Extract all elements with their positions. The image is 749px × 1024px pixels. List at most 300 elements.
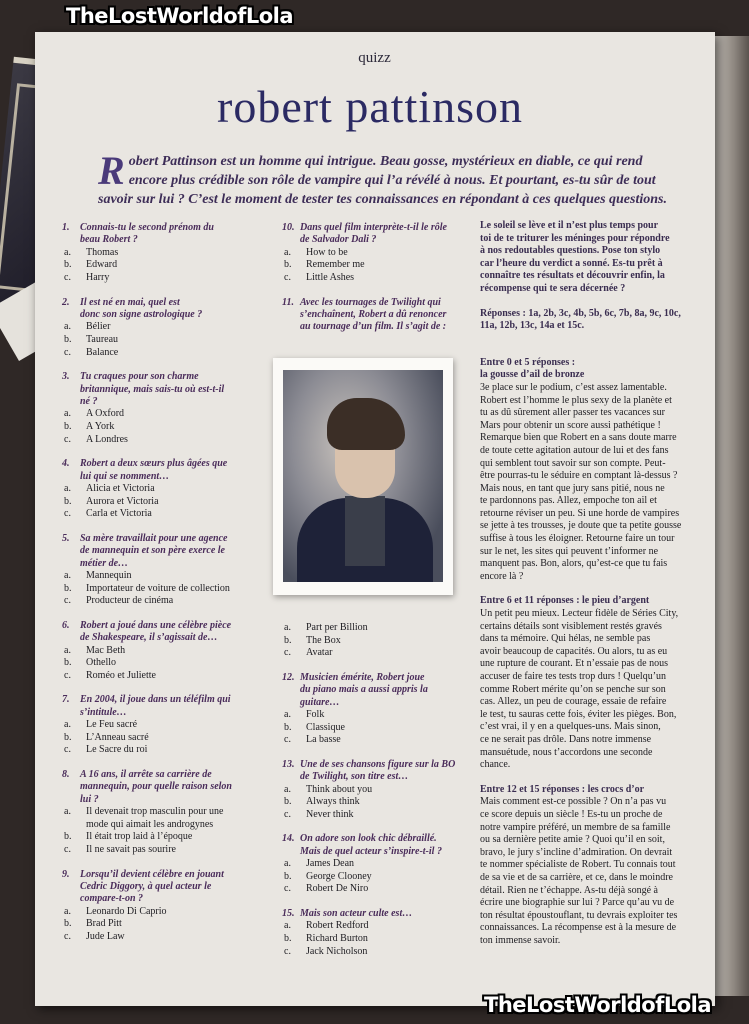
- option-letter: a.: [284, 858, 291, 870]
- question-line: s’enchaînent, Robert a dû renoncer: [300, 309, 447, 320]
- results-line: ton résultat époustouflant, tu devrais exploiter tes: [480, 909, 678, 921]
- question-text: [62, 458, 262, 470]
- option-letter: c.: [64, 843, 71, 855]
- option-text: La basse: [306, 734, 341, 746]
- results-line: une rupture de courant. Et n’essaie pas de nous: [480, 658, 668, 670]
- answer-option: [62, 347, 262, 360]
- question-number: 11.: [282, 296, 294, 308]
- answer-option: [62, 321, 262, 334]
- option-letter: b.: [284, 634, 292, 646]
- question-block: [282, 759, 482, 822]
- section-label: quizz: [358, 50, 391, 66]
- question-number: 9.: [62, 868, 70, 880]
- answer-option: [62, 831, 262, 844]
- option-letter: c.: [64, 346, 71, 358]
- question-text: [282, 833, 482, 845]
- question-line: Mais de quel acteur s’inspire-t-il ?: [300, 845, 442, 857]
- drop-cap: R: [98, 148, 125, 193]
- question-block: [62, 222, 262, 285]
- question-text: [282, 672, 482, 684]
- results-line: Le soleil se lève et il n’est plus temps pour: [480, 220, 659, 231]
- answer-option: [62, 272, 262, 285]
- question-line: Musicien émérite, Robert joue: [300, 671, 425, 683]
- option-letter: a.: [64, 321, 71, 333]
- intro-text: obert Pattinson est un homme qui intrigue. Beau gosse, mystérieux en diable, ce qui rend encore plus crédible son rôle de vampire qui l’a révélé à nous. Et pourtant, es-tu sûr de tout savoir sur lui ? C’est le moment de tester tes connaissances en répondant à ces quelques questions.: [98, 154, 667, 207]
- question-block: [62, 533, 262, 608]
- option-text: Carla et Victoria: [86, 508, 152, 520]
- question-text: [62, 694, 262, 706]
- option-letter: a.: [284, 622, 291, 633]
- watermark-top: TheLostWorldofLola: [66, 4, 294, 28]
- option-letter: b.: [284, 870, 292, 882]
- robert-pattinson-photo: [283, 370, 443, 582]
- question-text: [62, 297, 262, 309]
- question-line: s’intitule…: [80, 706, 127, 718]
- option-text: A Londres: [86, 433, 128, 445]
- question-number: 10.: [282, 222, 295, 233]
- results-line: accuser de faire tes tests trop durs ! Quelqu’un: [480, 671, 667, 682]
- answer-option: [62, 906, 262, 919]
- results-line: sur le net, les sites qui peuvent t’informer ne: [480, 545, 659, 557]
- answer-option: [62, 483, 262, 496]
- results-column: [480, 220, 690, 947]
- option-text: Alicia et Victoria: [86, 483, 155, 494]
- question-line: En 2004, il joue dans un téléfilm qui: [80, 694, 231, 706]
- answer-option: [62, 496, 262, 509]
- watermark-bottom: TheLostWorldofLola: [484, 993, 712, 1017]
- question-line: Tu craques pour son charme: [80, 371, 199, 383]
- answer-option: [62, 259, 262, 272]
- question-text: [282, 846, 482, 858]
- results-line: Entre 12 et 15 réponses : les crocs d’or: [480, 783, 645, 795]
- answer-option: [282, 247, 482, 260]
- answer-option: [282, 871, 482, 884]
- question-text: [62, 769, 262, 781]
- question-text: [62, 309, 262, 321]
- answer-option: [282, 272, 482, 285]
- results-line: connaissances. La récompense est à la mesure de: [480, 922, 677, 934]
- question-text: [62, 384, 262, 396]
- option-letter: c.: [284, 945, 291, 957]
- answer-option: [282, 622, 482, 635]
- question-line: né ?: [80, 396, 98, 407]
- option-letter: b.: [64, 582, 72, 594]
- answer-option: [282, 647, 482, 660]
- question-number: 5.: [62, 532, 70, 544]
- question-line: Robert a joué dans une célèbre pièce: [80, 619, 232, 631]
- option-text: Robert Redford: [306, 920, 369, 932]
- option-text: Edward: [86, 259, 118, 271]
- question-text: [282, 771, 482, 783]
- option-text: Always think: [306, 796, 360, 808]
- question-text: [62, 707, 262, 719]
- results-line: 11a, 12b, 13c, 14a et 15c.: [480, 320, 585, 332]
- option-letter: b.: [64, 731, 72, 743]
- question-text: [62, 396, 262, 408]
- option-letter: a.: [64, 246, 71, 258]
- option-text: Classique: [306, 721, 345, 733]
- results-line: Robert est l’homme le plus sexy de la planète et: [480, 394, 672, 406]
- option-letter: a.: [64, 408, 71, 420]
- option-text: L’Anneau sacré: [86, 731, 149, 743]
- question-number: 4.: [62, 458, 70, 470]
- answer-option: [282, 883, 482, 896]
- results-line: à nos redoutables questions. Pose ton stylo: [480, 245, 661, 257]
- question-line: de mannequin et son père exerce le: [80, 545, 225, 557]
- results-line: le test, tu sauras cette fois, éviter les pièges. Bon,: [480, 708, 677, 720]
- option-letter: a.: [64, 644, 71, 656]
- option-letter: b.: [284, 932, 292, 944]
- question-text: [282, 684, 482, 696]
- answer-option: [62, 583, 262, 596]
- option-letter: b.: [64, 259, 72, 271]
- option-text: Il était trop laid à l’époque: [86, 831, 193, 843]
- question-text: [282, 234, 482, 246]
- option-text: Jack Nicholson: [306, 945, 368, 957]
- question-line: compare-t-on ?: [80, 893, 144, 905]
- results-line: détail. Rien ne t’échappe. As-tu déjà songé à: [480, 884, 658, 896]
- answer-option: [282, 635, 482, 648]
- question-text: [62, 620, 262, 632]
- results-line: Réponses : 1a, 2b, 3c, 4b, 5b, 6c, 7b, 8a, 9c, 10c,: [480, 307, 681, 319]
- results-line: 3e place sur le podium, c’est assez lamentable.: [480, 381, 667, 393]
- question-block: [282, 297, 482, 334]
- results-line: notre vampire préféré, un membre de sa famille: [480, 821, 671, 833]
- option-letter: a.: [64, 719, 71, 731]
- page-title: robert pattinson: [217, 81, 523, 132]
- results-line: car l’heure du verdict a sonné. Es-tu prêt à: [480, 257, 663, 269]
- option-letter: b.: [284, 796, 292, 808]
- answer-option: [282, 259, 482, 272]
- question-text: [62, 781, 262, 793]
- results-line: dans ta mémoire. Qui hélas, ne semble pas: [480, 633, 651, 645]
- option-letter: c.: [64, 669, 71, 681]
- answer-option: [62, 657, 262, 670]
- results-line: manquent pas. Bon, alors, qu’est-ce que tu fais: [480, 558, 668, 570]
- option-text: Le Sacre du roi: [86, 744, 148, 756]
- question-line: On adore son look chic débraillé.: [300, 833, 437, 845]
- answer-option: [62, 806, 262, 819]
- results-line: qui semblent tout savoir sur son compte. Peut-: [480, 457, 666, 469]
- results-line: la gousse d’ail de bronze: [480, 369, 585, 381]
- question-block: [62, 769, 262, 857]
- question-line: Mais son acteur culte est…: [300, 907, 413, 919]
- answer-option: [62, 595, 262, 608]
- results-line: Entre 0 et 5 réponses :: [480, 356, 576, 368]
- option-letter: a.: [64, 483, 71, 494]
- question-line: au tournage d’un film. Il s’agit de :: [300, 321, 447, 333]
- results-line: ou sa dernière petite amie ? Quoi qu’il en soit,: [480, 834, 665, 846]
- results-line: Un petit peu mieux. Lecteur fidèle de Séries City,: [480, 608, 679, 620]
- option-text: Il ne savait pas sourire: [86, 843, 176, 855]
- question-text: [62, 794, 262, 806]
- answer-option: [62, 844, 262, 857]
- answer-option: [62, 408, 262, 421]
- option-text: A Oxford: [86, 408, 125, 420]
- question-text: [62, 471, 262, 483]
- answer-option: [282, 784, 482, 797]
- question-text: [282, 309, 482, 321]
- option-text: Brad Pitt: [86, 918, 122, 930]
- answer-option: [282, 722, 482, 735]
- option-text: Importateur de voiture de collection: [86, 582, 230, 594]
- results-line: avoir beaucoup de capacités. Ou alors, tu as eu: [480, 645, 668, 657]
- results-line: Remarque bien que Robert en a sans doute marre: [480, 432, 677, 444]
- option-text: James Dean: [306, 858, 355, 870]
- results-line: écrire une biographie sur lui ? Parce qu’au vu de: [480, 897, 675, 909]
- option-letter: a.: [284, 709, 291, 720]
- results-line: toi de te triturer les méninges pour répondre: [480, 232, 670, 244]
- question-block: [282, 672, 482, 747]
- question-number: 3.: [62, 371, 70, 383]
- question-line: Cedric Diggory, à quel acteur le: [80, 880, 212, 892]
- option-text: mode qui aimait les androgynes: [86, 818, 214, 830]
- results-line: Mais nous, en tant que jury sans pitié, nous ne: [480, 482, 665, 494]
- question-text: [282, 697, 482, 709]
- option-letter: c.: [284, 808, 291, 820]
- results-line: encore là ?: [480, 570, 524, 582]
- option-letter: c.: [64, 595, 71, 607]
- results-line: comme Robert mérite qu’on se penche sur son: [480, 683, 666, 695]
- results-line: ce score depuis un siècle ! Es-tu un proche de: [480, 808, 663, 820]
- option-letter: b.: [284, 721, 292, 733]
- question-number: 7.: [62, 694, 70, 706]
- question-text: [62, 371, 262, 383]
- question-line: de Twilight, son titre est…: [300, 771, 409, 783]
- option-text: Never think: [306, 808, 354, 820]
- question-number: 1.: [62, 222, 70, 233]
- question-block: [62, 458, 262, 521]
- answer-option: [282, 920, 482, 933]
- results-line: Entre 6 et 11 réponses : le pieu d’argent: [480, 595, 650, 607]
- option-text: Le Feu sacré: [86, 719, 138, 731]
- option-letter: c.: [284, 647, 291, 659]
- results-line: certains détails sont visiblement restés gravés: [480, 620, 662, 632]
- questions-column-2-bottom: [282, 622, 482, 958]
- option-text: George Clooney: [306, 870, 372, 882]
- option-letter: b.: [64, 657, 72, 669]
- answer-option: [62, 744, 262, 757]
- question-line: Dans quel film interprète-t-il le rôle: [300, 222, 447, 233]
- option-letter: c.: [64, 930, 71, 942]
- answer-option: [282, 796, 482, 809]
- results-line: Mais comment est-ce possible ? On n’a pas vu: [480, 796, 667, 808]
- option-letter: c.: [64, 433, 71, 445]
- option-letter: a.: [284, 920, 291, 932]
- question-block: [62, 869, 262, 944]
- answer-option: [62, 918, 262, 931]
- question-text: [62, 869, 262, 881]
- option-text: Remember me: [306, 259, 365, 271]
- answer-option: [62, 670, 262, 683]
- question-line: Connais-tu le second prénom du: [80, 222, 214, 233]
- results-line: être pourras-tu le séduire en comptant là-dessus ?: [480, 470, 678, 482]
- option-letter: b.: [284, 259, 292, 271]
- option-text: Roméo et Juliette: [86, 669, 156, 681]
- question-number: 2.: [62, 296, 70, 308]
- question-line: Avec les tournages de Twilight qui: [300, 296, 441, 308]
- results-line: retourne réviser un peu. Si une horde de vampires: [480, 507, 680, 519]
- results-line: suffise à tous les éloigner. Retourne faire un tour: [480, 533, 675, 545]
- results-line: récompense qui te sera décernée ?: [480, 282, 626, 294]
- option-text: Jude Law: [86, 930, 125, 942]
- option-letter: b.: [64, 334, 72, 345]
- option-text: How to be: [306, 246, 348, 258]
- answer-option: [62, 931, 262, 944]
- answer-option: [62, 334, 262, 347]
- answer-option: [282, 858, 482, 871]
- results-line: chance.: [480, 759, 511, 771]
- answer-option: [62, 434, 262, 447]
- option-text: Mannequin: [86, 570, 132, 581]
- question-line: Sa mère travaillait pour une agence: [80, 532, 228, 544]
- option-letter: b.: [64, 831, 72, 843]
- option-text: Othello: [86, 657, 116, 669]
- question-text: [282, 908, 482, 920]
- answer-option: [282, 933, 482, 946]
- option-letter: c.: [64, 272, 71, 283]
- question-number: 12.: [282, 671, 295, 683]
- option-letter: a.: [64, 905, 71, 917]
- results-line: ton immense savoir.: [480, 934, 561, 946]
- question-block: [62, 371, 262, 446]
- question-line: A 16 ans, il arrête sa carrière de: [80, 768, 212, 780]
- results-line: de sa vie et de sa carrière, et ce, dans le moindre: [480, 871, 673, 883]
- question-number: 13.: [282, 758, 295, 770]
- question-line: de Shakespeare, il s’agissait de…: [80, 632, 218, 644]
- answer-option: [282, 809, 482, 822]
- question-text: [62, 545, 262, 557]
- results-line: Mars pour obtenir un score aussi pathétique !: [480, 419, 661, 431]
- answer-option: [282, 709, 482, 722]
- answer-option: [62, 719, 262, 732]
- question-line: britannique, mais sais-tu où est-t-il: [80, 383, 225, 395]
- question-text: [282, 321, 482, 333]
- results-line: bravo, le jury s’incline d’admiration. On devrait: [480, 846, 673, 858]
- question-line: lui qui se nomment…: [80, 470, 170, 482]
- question-block: [282, 222, 482, 285]
- option-letter: c.: [64, 508, 71, 520]
- question-block: [62, 694, 262, 757]
- question-number: 6.: [62, 619, 70, 631]
- option-text: Folk: [306, 709, 325, 720]
- question-block: [282, 622, 482, 660]
- question-line: Il est né en mai, quel est: [80, 296, 180, 308]
- question-text: [62, 881, 262, 893]
- results-line: ce ne serait pas drôle. Dans notre immense: [480, 733, 652, 745]
- answer-option: [282, 734, 482, 747]
- question-number: 15.: [282, 907, 295, 919]
- option-text: Il devenait trop masculin pour une: [86, 806, 224, 818]
- answer-option: [62, 732, 262, 745]
- intro-paragraph: [98, 148, 680, 209]
- option-text: Think about you: [306, 783, 373, 795]
- option-text: Harry: [86, 272, 110, 283]
- question-text: [62, 234, 262, 246]
- option-text: Balance: [86, 346, 119, 358]
- answer-option: [62, 421, 262, 434]
- option-letter: c.: [284, 272, 291, 283]
- question-block: [62, 620, 262, 683]
- question-line: guitare…: [300, 696, 340, 708]
- answer-option: [62, 508, 262, 521]
- option-text: Little Ashes: [306, 272, 355, 283]
- option-letter: b.: [64, 421, 72, 432]
- question-line: du piano mais a aussi appris la: [300, 684, 428, 696]
- results-line: cas. Allez, un peu de courage, essaie de refaire: [480, 696, 667, 708]
- photo-print: [273, 358, 453, 595]
- question-line: mannequin, pour quelle raison selon: [80, 781, 232, 793]
- option-text: Producteur de cinéma: [86, 595, 174, 607]
- option-text: Leonardo Di Caprio: [86, 905, 167, 917]
- question-block: [282, 908, 482, 958]
- option-letter: a.: [284, 783, 291, 795]
- option-letter: a.: [64, 806, 71, 818]
- results-line: te pardonnons pas. Allez, empoche ton ail et: [480, 495, 657, 507]
- option-text: Avatar: [306, 647, 333, 659]
- questions-column-1: [62, 222, 262, 944]
- answer-option: [62, 819, 262, 832]
- question-text: [282, 759, 482, 771]
- magazine-spine: [712, 36, 749, 996]
- results-line: se jette à tes trousses, je doute que ta petite gousse: [480, 520, 682, 532]
- question-line: Une de ses chansons figure sur la BO: [300, 758, 456, 770]
- option-text: Taureau: [86, 334, 119, 345]
- question-number: 14.: [282, 833, 295, 845]
- results-line: tu as dû sûrement aller passer tes vacances sur: [480, 407, 665, 419]
- option-letter: a.: [64, 570, 71, 581]
- option-text: Robert De Niro: [306, 883, 369, 895]
- option-text: Mac Beth: [86, 644, 126, 656]
- results-line: de toute cette agitation autour de lui et des fans: [480, 444, 669, 456]
- option-letter: c.: [284, 883, 291, 895]
- results-line: mansuétude, nous t’accordons une seconde: [480, 746, 653, 758]
- option-letter: b.: [64, 495, 72, 507]
- question-text: [62, 893, 262, 905]
- answer-option: [282, 946, 482, 959]
- results-line: te nommer spécialiste de Robert. Tu connais tout: [480, 859, 676, 871]
- option-text: Thomas: [86, 246, 119, 258]
- question-text: [282, 222, 482, 234]
- answer-option: [62, 645, 262, 658]
- answer-option: [62, 570, 262, 583]
- option-text: Richard Burton: [306, 932, 368, 944]
- question-block: [62, 297, 262, 360]
- question-line: Lorsqu’il devient célèbre en jouant: [80, 868, 224, 880]
- results-line: c’est vrai, il y en a quelques-uns. Mais sinon,: [480, 721, 661, 733]
- question-text: [62, 632, 262, 644]
- option-letter: c.: [64, 744, 71, 756]
- question-line: beau Robert ?: [80, 234, 138, 246]
- question-text: [62, 558, 262, 570]
- question-line: métier de…: [80, 557, 129, 569]
- questions-column-2-top: [282, 222, 482, 334]
- question-number: 8.: [62, 768, 70, 780]
- question-line: de Salvador Dali ?: [300, 234, 377, 246]
- question-text: [62, 533, 262, 545]
- question-line: donc son signe astrologique ?: [80, 309, 203, 320]
- question-line: lui ?: [80, 793, 99, 805]
- option-letter: a.: [284, 246, 291, 258]
- question-text: [62, 222, 262, 234]
- option-text: The Box: [306, 634, 341, 646]
- question-line: Robert a deux sœurs plus âgées que: [80, 458, 228, 470]
- option-letter: b.: [64, 918, 72, 930]
- option-text: Part per Billion: [306, 622, 368, 633]
- results-line: connaître tes résultats et découvrir enfin, la: [480, 270, 665, 282]
- question-text: [282, 297, 482, 309]
- question-block: [282, 833, 482, 896]
